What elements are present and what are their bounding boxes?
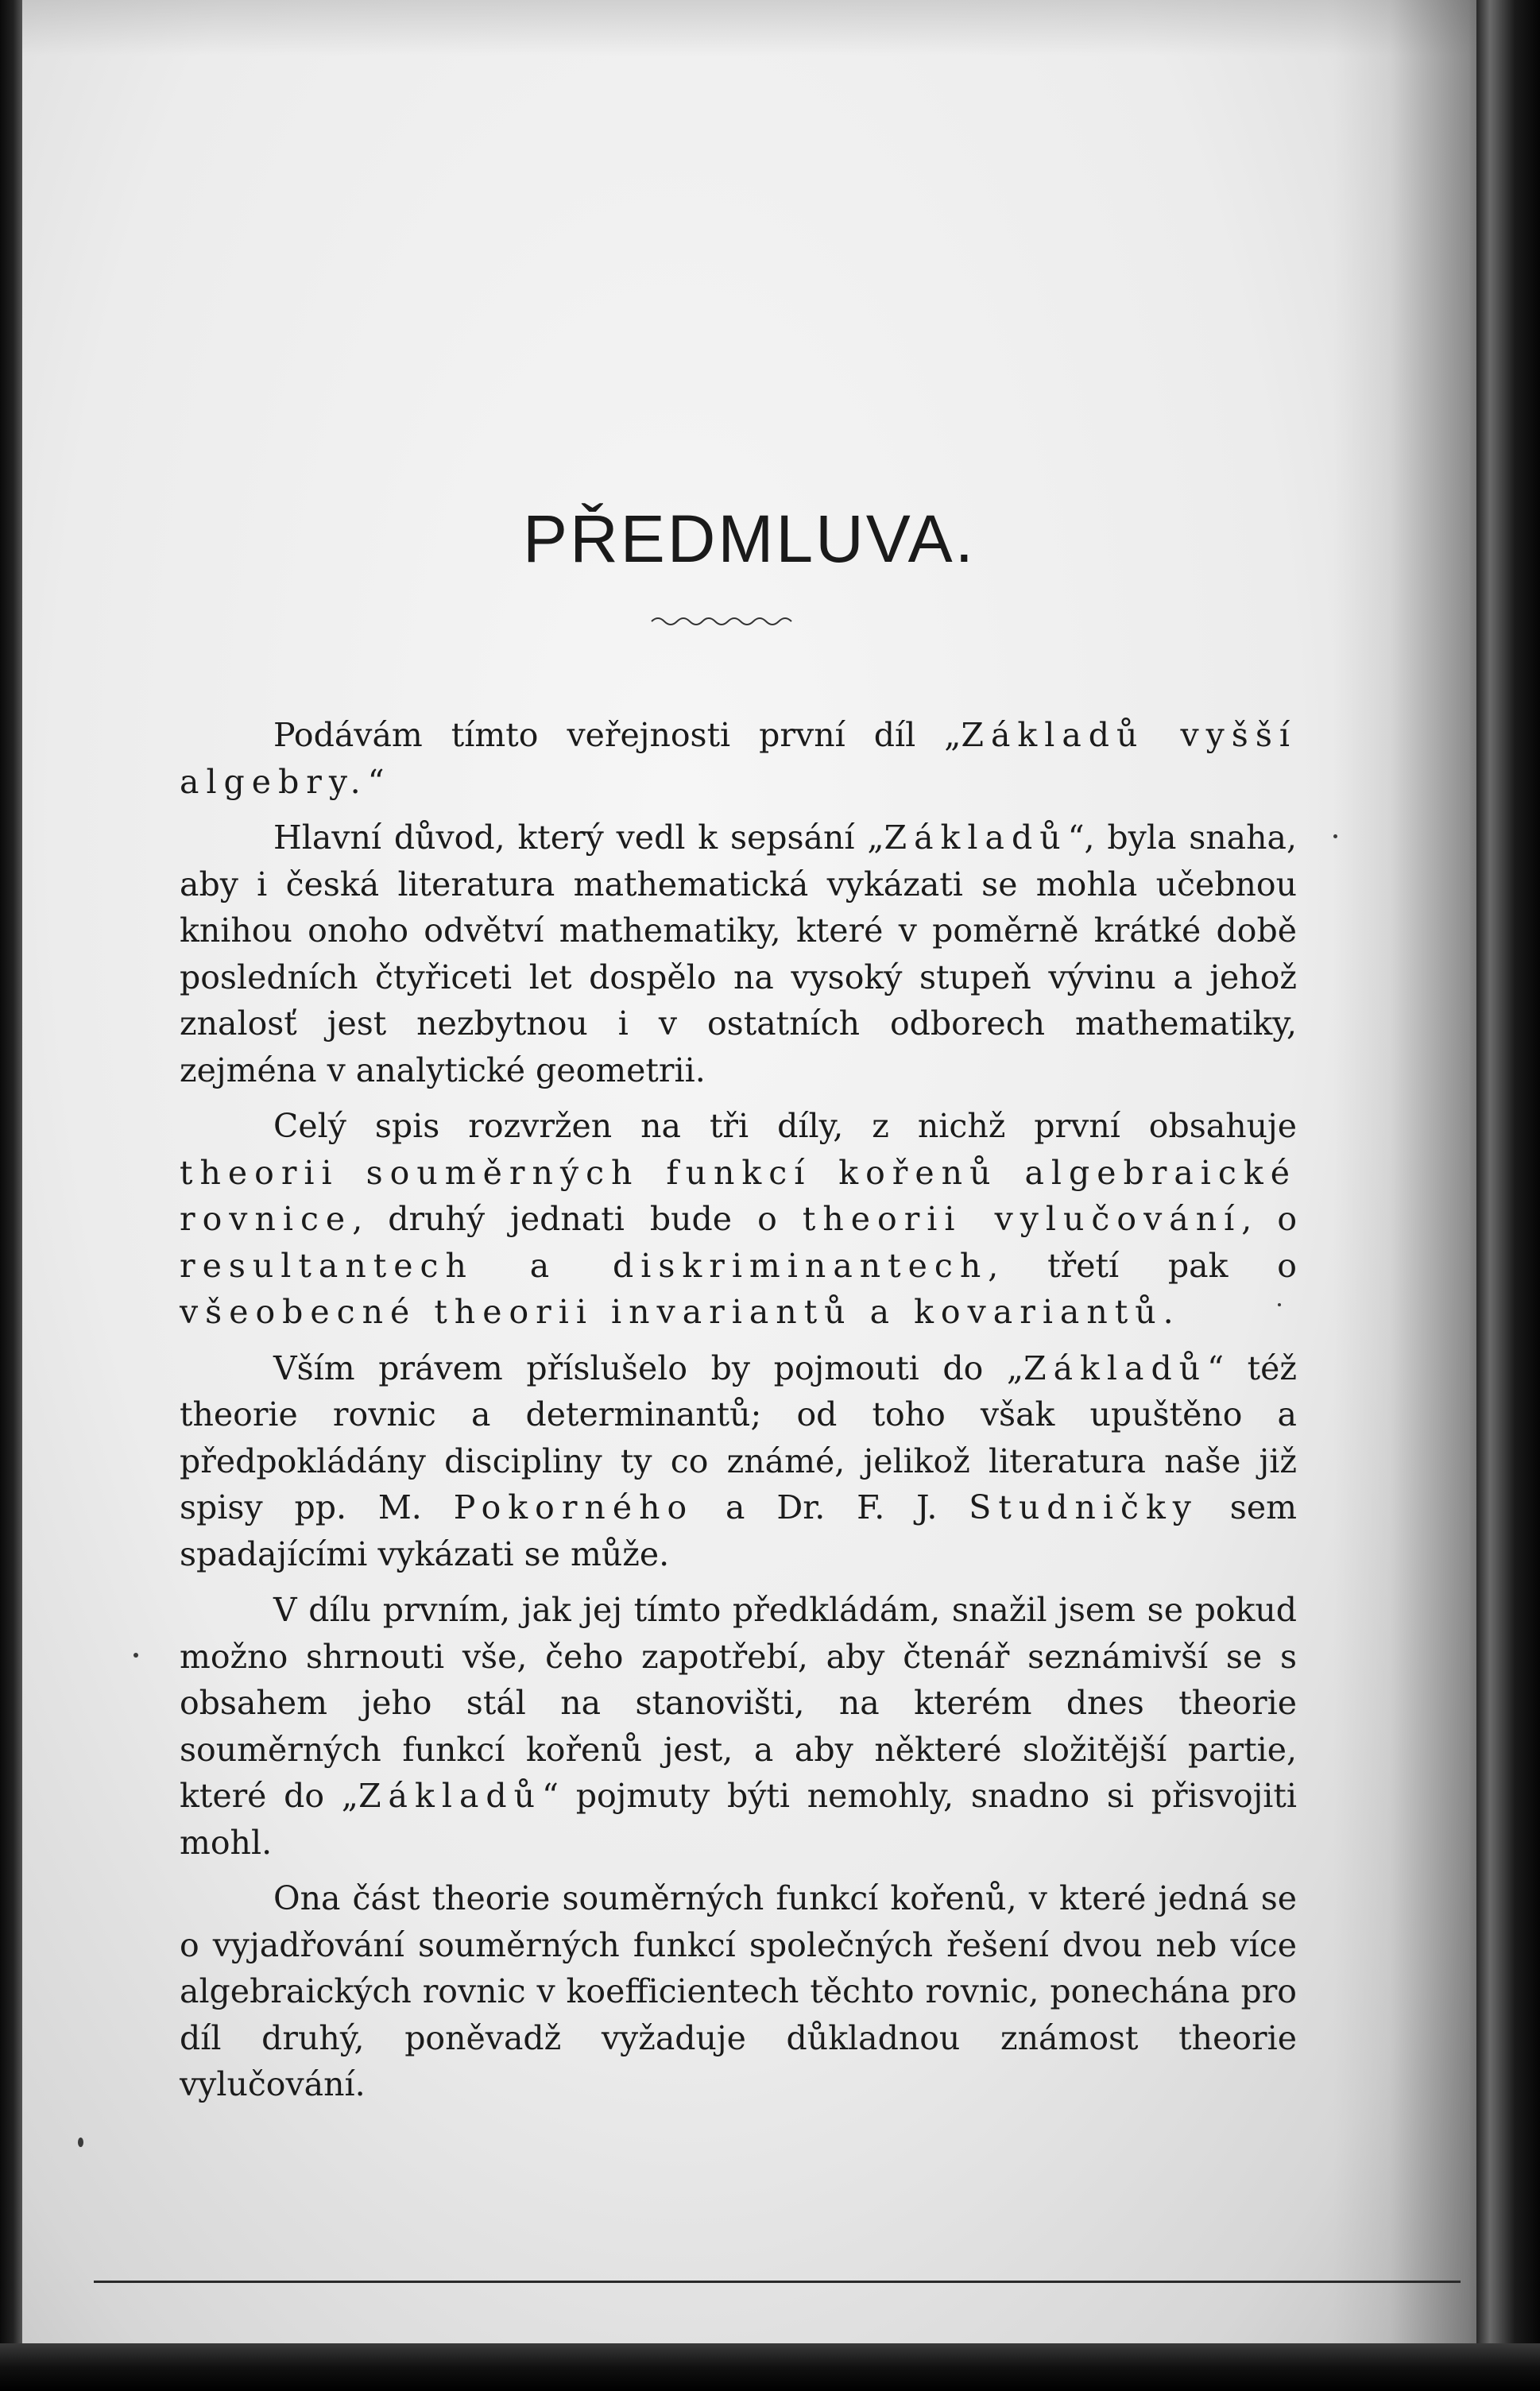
paragraph-text-run: Vším právem příslušelo by pojmouti do „ bbox=[273, 1348, 1024, 1387]
scan-border-left bbox=[0, 0, 22, 2391]
paragraph-text-run: Celý spis rozvržen na tři díly, z nichž první obsahuje bbox=[273, 1107, 1297, 1145]
paragraph-3 bbox=[180, 1103, 1297, 1336]
paragraph-5 bbox=[180, 1587, 1297, 1866]
paragraph-text-run: a Dr. F. J. bbox=[694, 1488, 969, 1526]
paragraph-text-run: “ pojmuty býti nemohly, snadno si přisvojiti mohl. bbox=[180, 1777, 1298, 1862]
preface-body bbox=[180, 712, 1297, 2118]
paragraph-text-run: “, byla snaha, aby i česká literatura mathematická vykázati se mohla učebnou knihou onoho odvětví mathematiky, které v poměrně krátké době posledních čtyřiceti let dospělo na vysoký stupeň vývinu a jehož znalosť jest nezbytnou i v ostatních odborech mathematiky, zejména v analytické geometrii. bbox=[180, 818, 1298, 1089]
scan-speck bbox=[78, 2138, 83, 2147]
spaced-emphasis-text: resultantech a diskriminantech bbox=[180, 1246, 989, 1285]
spaced-emphasis-text: Základů vyšší algebry. bbox=[180, 716, 1297, 801]
paragraph-1 bbox=[180, 712, 1297, 805]
spaced-emphasis-text: Základů bbox=[1023, 1348, 1208, 1387]
paragraph-text-run: , třetí pak o bbox=[988, 1246, 1297, 1285]
paragraph-text-run: . bbox=[1163, 1293, 1174, 1331]
paragraph-6 bbox=[180, 1875, 1297, 2108]
scan-speck bbox=[133, 1653, 138, 1658]
paragraph-text-run: “ též theorie rovnic a determinantů; od toho však upuštěno a předpokládány discipliny ty co známé, jelikož literatura naše již spisy pp. M. bbox=[180, 1348, 1297, 1526]
page-shade-right bbox=[1333, 0, 1476, 2344]
spaced-emphasis-text: Základů bbox=[884, 818, 1068, 857]
scan-border-right bbox=[1468, 0, 1540, 2391]
paragraph-text-run: , o bbox=[1241, 1200, 1297, 1238]
paragraph-4 bbox=[180, 1345, 1297, 1578]
spaced-emphasis-text: Studničky bbox=[969, 1488, 1198, 1526]
paragraph-text-run: Hlavní důvod, který vedl k sepsání „ bbox=[273, 818, 884, 857]
paragraph-text-run: sem spadajícími vykázati se může. bbox=[180, 1488, 1297, 1573]
paragraph-text-run: Ona část theorie souměrných funkcí kořenů, v které jedná se o vyjadřování souměrných funkcí společných řešení dvou neb více algebraických rovnic v koefficientech těchto rovnic, ponechána pro díl druhý, poněvadž vyžaduje důkladnou známost theorie vylučování. bbox=[180, 1879, 1297, 2103]
scan-border-bottom bbox=[0, 2343, 1540, 2391]
page-fold-line bbox=[94, 2281, 1461, 2283]
paragraph-text-run: , druhý jednati bude o bbox=[352, 1200, 803, 1238]
paragraph-text-run: Podávám tímto veřejnosti první díl „ bbox=[273, 716, 962, 754]
page-shade-top bbox=[22, 0, 1476, 56]
scan-speck bbox=[1278, 1303, 1281, 1306]
book-page bbox=[22, 0, 1476, 2344]
page-title: PŘEDMLUVA. bbox=[523, 501, 976, 576]
spaced-emphasis-text: Pokorného bbox=[453, 1488, 695, 1526]
paragraph-2 bbox=[180, 814, 1297, 1093]
scan-speck bbox=[1333, 834, 1337, 838]
paragraph-text-run: “ bbox=[367, 762, 385, 801]
spaced-emphasis-text: Základů bbox=[358, 1777, 543, 1815]
spaced-emphasis-text: theorii souměrných funkcí kořenů algebraické rovnice bbox=[180, 1153, 1297, 1238]
spaced-emphasis-text: theorii vylučování bbox=[802, 1200, 1242, 1238]
spaced-emphasis-text: všeobecné theorii invariantů a kovariantů bbox=[180, 1293, 1163, 1331]
paragraph-text-run: V dílu prvním, jak jej tímto předkládám, snažil jsem se pokud možno shrnouti vše, čeho zapotřebí, aby čtenář seznámivší se s obsahem jeho stál na stanovišti, na kterém dnes theorie souměrných funkcí kořenů jest, a aby některé složitější partie, které do „ bbox=[180, 1591, 1297, 1815]
title-ornament-icon bbox=[650, 612, 793, 631]
